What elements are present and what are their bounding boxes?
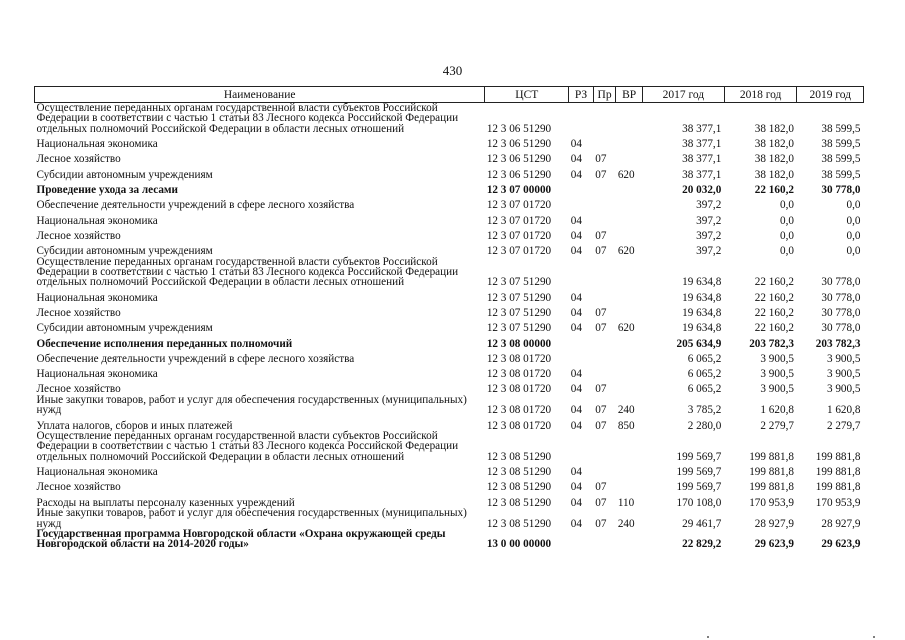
row-rz: 04 xyxy=(570,481,582,494)
row-pr xyxy=(593,529,616,550)
row-2017: 22 829,2 xyxy=(682,538,722,551)
row-name: Осуществление переданных органам государственной власти субъектов Российской Федерации в соответствии с частью 1 статьи 83 Лесного кодекса Российской Федерации отдельных полномочий Российской Федерации в области лесных отношений xyxy=(36,430,459,463)
row-2018: 0,0 xyxy=(779,245,794,258)
row-cst: 12 3 08 01720 xyxy=(486,368,552,381)
row-name: Иные закупки товаров, работ и услуг для обеспечения государственных (муниципальных) нужд xyxy=(36,393,467,417)
row-2018: 3 900,5 xyxy=(760,383,794,396)
row-pr xyxy=(593,211,616,226)
table-row xyxy=(35,165,864,180)
row-name: Лесное хозяйство xyxy=(36,153,121,166)
table-header-row xyxy=(35,87,864,103)
row-rz: 04 xyxy=(570,245,582,258)
row-2019: 170 953,9 xyxy=(815,496,861,509)
row-name: Национальная экономика xyxy=(36,291,158,304)
row-vr xyxy=(616,462,643,477)
row-cst: 12 3 07 51290 xyxy=(486,276,552,289)
row-name: Национальная экономика xyxy=(36,214,158,227)
row-cst: 12 3 07 01720 xyxy=(486,214,552,227)
row-vr: 620 xyxy=(617,322,635,335)
row-2017: 38 377,1 xyxy=(682,122,722,135)
row-cst: 12 3 07 51290 xyxy=(486,291,552,304)
row-rz xyxy=(569,334,594,349)
table-row xyxy=(35,195,864,210)
row-vr xyxy=(616,226,643,241)
row-2019: 30 778,0 xyxy=(821,291,861,304)
row-rz xyxy=(569,257,594,288)
row-2019: 30 778,0 xyxy=(821,276,861,289)
row-cst: 12 3 08 51290 xyxy=(486,496,552,509)
row-name: Расходы на выплаты персоналу казенных учреждений xyxy=(36,496,295,509)
row-rz xyxy=(569,349,594,364)
row-pr xyxy=(593,462,616,477)
row-cst: 12 3 07 00000 xyxy=(486,184,552,196)
table-row xyxy=(35,380,864,395)
row-2017: 19 634,8 xyxy=(682,322,722,335)
table-row xyxy=(35,478,864,493)
header-vr: ВР xyxy=(616,87,643,103)
table-row xyxy=(35,180,864,195)
row-rz xyxy=(569,180,594,195)
row-2018: 22 160,2 xyxy=(754,184,794,196)
row-vr xyxy=(616,103,643,135)
row-pr: 07 xyxy=(595,517,607,530)
row-2017: 19 634,8 xyxy=(682,307,722,319)
row-rz: 04 xyxy=(570,322,582,335)
table-row xyxy=(35,257,864,288)
row-2019: 199 881,8 xyxy=(815,481,861,494)
table-row xyxy=(35,318,864,333)
row-rz: 04 xyxy=(570,291,582,304)
row-vr xyxy=(616,288,643,303)
row-cst: 12 3 06 51290 xyxy=(486,153,552,166)
row-pr xyxy=(593,257,616,288)
row-name: Лесное хозяйство xyxy=(36,229,121,242)
row-2017: 38 377,1 xyxy=(682,138,722,151)
table-row xyxy=(35,529,864,550)
table-row xyxy=(35,431,864,462)
row-2017: 170 108,0 xyxy=(676,496,722,509)
row-2019: 203 782,3 xyxy=(815,337,861,350)
row-name: Национальная экономика xyxy=(36,466,158,479)
row-2017: 397,2 xyxy=(696,245,722,258)
row-rz xyxy=(569,431,594,462)
row-rz: 04 xyxy=(570,229,582,242)
row-name: Субсидии автономным учреждениям xyxy=(36,168,213,181)
row-2018: 3 900,5 xyxy=(760,352,794,365)
row-2017: 38 377,1 xyxy=(682,153,722,166)
row-2019: 199 881,8 xyxy=(815,466,861,479)
row-vr xyxy=(616,431,643,462)
row-2018: 38 182,0 xyxy=(754,153,794,166)
row-2017: 199 569,7 xyxy=(676,466,722,479)
row-2019: 29 623,9 xyxy=(821,538,861,551)
row-vr: 240 xyxy=(617,517,635,530)
row-2018: 0,0 xyxy=(779,199,794,212)
row-name: Уплата налогов, сборов и иных платежей xyxy=(36,419,233,432)
row-2017: 199 569,7 xyxy=(676,481,722,494)
row-pr: 07 xyxy=(595,245,607,258)
row-2019: 28 927,9 xyxy=(821,517,861,530)
header-cst: ЦСТ xyxy=(485,87,569,103)
row-pr: 07 xyxy=(595,496,607,509)
row-cst: 12 3 08 51290 xyxy=(486,517,552,530)
row-rz xyxy=(569,529,594,550)
row-vr xyxy=(616,257,643,288)
table-row xyxy=(35,508,864,529)
row-pr xyxy=(593,364,616,379)
row-2018: 22 160,2 xyxy=(754,291,794,304)
row-pr xyxy=(593,431,616,462)
row-name: Лесное хозяйство xyxy=(36,481,121,494)
row-vr xyxy=(616,334,643,349)
header-pr: Пр xyxy=(593,87,616,103)
row-rz: 04 xyxy=(570,214,582,227)
table-row xyxy=(35,134,864,149)
row-2017: 397,2 xyxy=(696,214,722,227)
row-2017: 199 569,7 xyxy=(676,450,722,463)
row-2017: 3 785,2 xyxy=(687,404,722,417)
row-2017: 6 065,2 xyxy=(687,352,722,365)
row-rz: 04 xyxy=(570,138,582,151)
row-cst: 12 3 06 51290 xyxy=(486,138,552,151)
row-2017: 205 634,9 xyxy=(676,337,722,350)
row-2019: 38 599,5 xyxy=(821,122,861,135)
row-vr xyxy=(616,349,643,364)
row-name: Субсидии автономным учреждениям xyxy=(36,322,213,335)
row-pr xyxy=(593,334,616,349)
row-cst: 12 3 08 01720 xyxy=(486,404,552,417)
row-pr xyxy=(593,349,616,364)
row-2017: 19 634,8 xyxy=(682,291,722,304)
row-2019: 38 599,5 xyxy=(821,153,861,166)
row-vr xyxy=(616,211,643,226)
row-vr: 850 xyxy=(617,419,635,432)
row-name: Национальная экономика xyxy=(36,368,158,381)
header-2018: 2018 год xyxy=(724,87,797,103)
row-rz: 04 xyxy=(570,383,582,396)
row-2018: 2 279,7 xyxy=(760,419,794,432)
row-rz: 04 xyxy=(570,517,582,530)
table-row xyxy=(35,241,864,256)
row-2019: 1 620,8 xyxy=(826,404,861,417)
table-row xyxy=(35,364,864,379)
row-cst: 12 3 08 51290 xyxy=(486,466,552,479)
row-2017: 397,2 xyxy=(696,199,722,212)
table-row xyxy=(35,211,864,226)
row-pr: 07 xyxy=(595,153,607,166)
row-2018: 199 881,8 xyxy=(749,481,794,494)
row-pr xyxy=(593,134,616,149)
row-vr xyxy=(616,195,643,210)
row-pr xyxy=(593,180,616,195)
row-pr xyxy=(593,288,616,303)
row-2018: 199 881,8 xyxy=(749,450,794,463)
row-name: Государственная программа Новгородской области «Охрана окружающей среды Новгородской области на 2014-2020 годы» xyxy=(36,527,446,551)
row-vr: 620 xyxy=(617,245,635,258)
row-cst: 12 3 06 51290 xyxy=(486,168,552,181)
row-2018: 38 182,0 xyxy=(754,168,794,181)
row-2017: 20 032,0 xyxy=(682,184,722,196)
row-cst: 12 3 07 01720 xyxy=(486,199,552,212)
row-2019: 0,0 xyxy=(846,199,861,212)
row-2019: 0,0 xyxy=(846,245,861,258)
row-2018: 0,0 xyxy=(779,229,794,242)
row-pr: 07 xyxy=(595,229,607,242)
row-vr xyxy=(616,364,643,379)
row-name: Национальная экономика xyxy=(36,138,158,151)
row-rz xyxy=(569,195,594,210)
row-name: Осуществление переданных органам государственной власти субъектов Российской Федерации в соответствии с частью 1 статьи 83 Лесного кодекса Российской Федерации отдельных полномочий Российской Федерации в области лесных отношений xyxy=(36,255,459,289)
row-cst: 12 3 08 51290 xyxy=(486,450,552,463)
row-2017: 38 377,1 xyxy=(682,168,722,181)
row-cst: 13 0 00 00000 xyxy=(486,538,552,551)
row-2018: 29 623,9 xyxy=(754,538,794,551)
row-2017: 397,2 xyxy=(696,229,722,242)
row-2019: 0,0 xyxy=(846,214,861,227)
row-name: Проведение ухода за лесами xyxy=(36,184,178,196)
header-name: Наименование xyxy=(35,87,485,103)
row-rz: 04 xyxy=(570,404,582,417)
row-2018: 3 900,5 xyxy=(760,368,794,381)
scan-speck xyxy=(707,636,709,638)
row-2019: 2 279,7 xyxy=(826,419,861,432)
table-row xyxy=(35,462,864,477)
scan-speck xyxy=(873,636,875,638)
row-vr: 240 xyxy=(617,404,635,417)
row-2018: 28 927,9 xyxy=(754,517,794,530)
row-vr xyxy=(616,180,643,195)
row-2019: 199 881,8 xyxy=(815,450,861,463)
row-2017: 2 280,0 xyxy=(687,419,722,432)
row-cst: 12 3 08 51290 xyxy=(486,481,552,494)
row-rz: 04 xyxy=(570,496,582,509)
row-rz: 04 xyxy=(570,466,582,479)
row-vr: 620 xyxy=(617,168,635,181)
row-cst: 12 3 07 51290 xyxy=(486,322,552,335)
row-pr: 07 xyxy=(595,322,607,335)
row-name: Лесное хозяйство xyxy=(36,383,121,396)
row-rz: 04 xyxy=(570,368,582,381)
row-2018: 199 881,8 xyxy=(749,466,794,479)
row-name: Осуществление переданных органам государственной власти субъектов Российской Федерации в соответствии с частью 1 статьи 83 Лесного кодекса Российской Федерации отдельных полномочий Российской Федерации в области лесных отношений xyxy=(36,102,459,135)
row-2019: 38 599,5 xyxy=(821,138,861,151)
table-row xyxy=(35,150,864,165)
row-cst: 12 3 08 01720 xyxy=(486,383,552,396)
row-2018: 0,0 xyxy=(779,214,794,227)
row-pr: 07 xyxy=(595,481,607,494)
row-vr: 110 xyxy=(617,496,635,509)
row-name: Лесное хозяйство xyxy=(36,307,121,319)
row-2019: 3 900,5 xyxy=(826,368,861,381)
row-2019: 30 778,0 xyxy=(821,307,861,319)
row-name: Обеспечение исполнения переданных полномочий xyxy=(36,337,293,350)
row-2018: 170 953,9 xyxy=(749,496,794,509)
row-cst: 12 3 08 01720 xyxy=(486,419,552,432)
header-rz: РЗ xyxy=(569,87,594,103)
row-pr: 07 xyxy=(595,168,607,181)
row-pr: 07 xyxy=(595,307,607,319)
table-row xyxy=(35,303,864,318)
row-2018: 22 160,2 xyxy=(754,276,794,289)
row-2018: 1 620,8 xyxy=(760,404,794,417)
row-name: Иные закупки товаров, работ и услуг для обеспечения государственных (муниципальных) нужд xyxy=(36,507,467,530)
table-row xyxy=(35,288,864,303)
row-rz: 04 xyxy=(570,153,582,166)
row-rz: 04 xyxy=(570,168,582,181)
row-2018: 203 782,3 xyxy=(749,337,794,350)
row-2019: 0,0 xyxy=(846,229,861,242)
row-2017: 29 461,7 xyxy=(682,517,722,530)
row-2019: 30 778,0 xyxy=(821,322,861,335)
row-2018: 22 160,2 xyxy=(754,307,794,319)
row-2017: 6 065,2 xyxy=(687,383,722,396)
row-name: Субсидии автономным учреждениям xyxy=(36,245,213,258)
row-vr xyxy=(616,134,643,149)
table-row xyxy=(35,493,864,508)
row-cst: 12 3 07 01720 xyxy=(486,229,552,242)
row-2018: 22 160,2 xyxy=(754,322,794,335)
row-2019: 38 599,5 xyxy=(821,168,861,181)
row-2018: 38 182,0 xyxy=(754,122,794,135)
table-row xyxy=(35,395,864,416)
row-2017: 6 065,2 xyxy=(687,368,722,381)
row-pr xyxy=(593,195,616,210)
row-2019: 3 900,5 xyxy=(826,383,861,396)
row-2018: 38 182,0 xyxy=(754,138,794,151)
row-cst: 12 3 06 51290 xyxy=(486,122,552,135)
table-row xyxy=(35,416,864,431)
row-cst: 12 3 08 01720 xyxy=(486,352,552,365)
row-2017: 19 634,8 xyxy=(682,276,722,289)
table-row xyxy=(35,103,864,135)
row-cst: 12 3 08 00000 xyxy=(486,337,552,350)
row-vr xyxy=(616,303,643,318)
row-vr xyxy=(616,529,643,550)
row-rz xyxy=(569,103,594,135)
table-row xyxy=(35,226,864,241)
row-vr xyxy=(616,380,643,395)
table-row xyxy=(35,334,864,349)
row-rz: 04 xyxy=(570,307,582,319)
row-pr xyxy=(593,103,616,135)
row-pr: 07 xyxy=(595,404,607,417)
row-name: Обеспечение деятельности учреждений в сфере лесного хозяйства xyxy=(36,352,355,365)
row-2019: 3 900,5 xyxy=(826,352,861,365)
row-vr xyxy=(616,478,643,493)
row-2019: 30 778,0 xyxy=(821,184,861,196)
row-rz: 04 xyxy=(570,419,582,432)
row-cst: 12 3 07 01720 xyxy=(486,245,552,258)
header-2019: 2019 год xyxy=(797,87,864,103)
row-pr: 07 xyxy=(595,419,607,432)
budget-table xyxy=(34,86,864,550)
row-name: Обеспечение деятельности учреждений в сфере лесного хозяйства xyxy=(36,199,355,212)
table-row xyxy=(35,349,864,364)
header-2017: 2017 год xyxy=(642,87,724,103)
page-number: 430 xyxy=(442,63,463,78)
row-vr xyxy=(616,150,643,165)
row-cst: 12 3 07 51290 xyxy=(486,307,552,319)
row-pr: 07 xyxy=(595,383,607,396)
